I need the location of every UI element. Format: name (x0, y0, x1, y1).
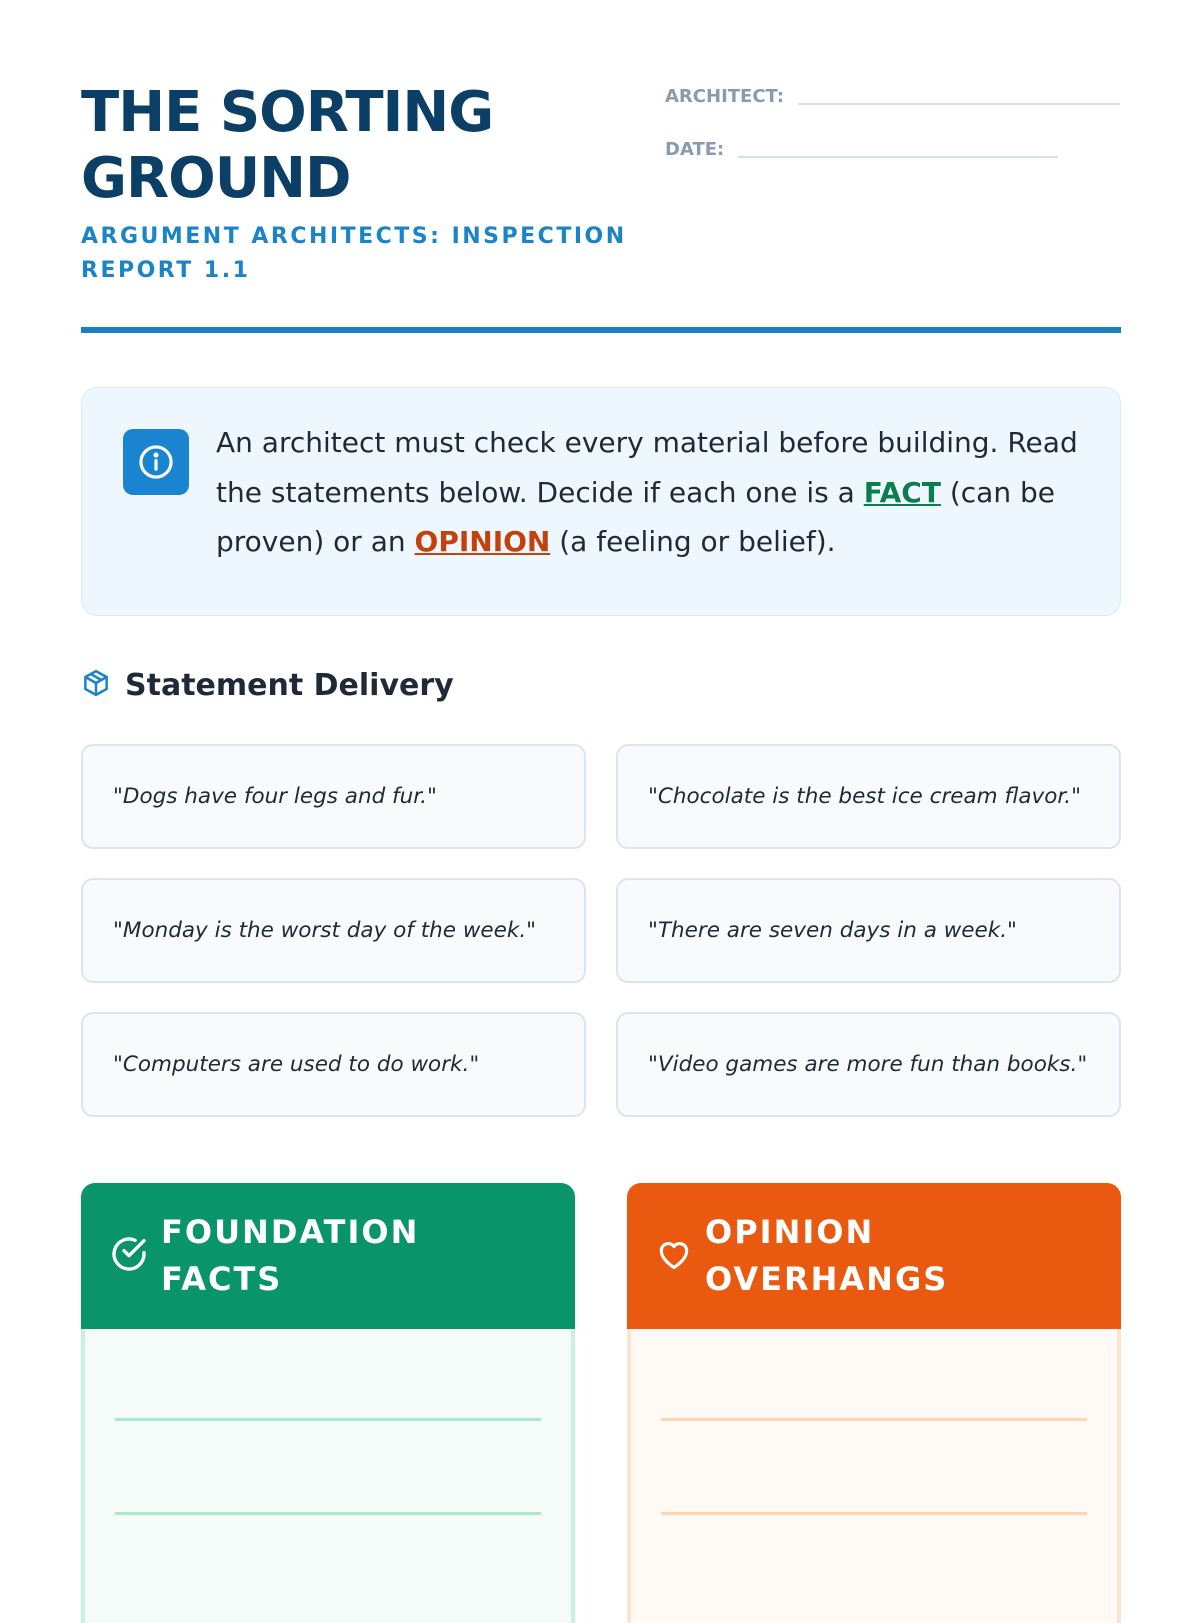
statement-card[interactable] (81, 878, 586, 983)
section-title: Statement Delivery (125, 668, 454, 703)
instructions-box (81, 387, 1121, 616)
architect-field (665, 86, 1120, 107)
fact-keyword: FACT (863, 475, 941, 509)
instructions-text (216, 418, 1096, 567)
statement-card[interactable] (616, 1012, 1121, 1117)
date-input-line[interactable] (738, 156, 1058, 158)
opinions-write-line[interactable] (661, 1418, 1087, 1421)
statement-text: "Chocolate is the best ice cream flavor." (648, 784, 1081, 809)
heart-icon (655, 1235, 693, 1278)
date-field (665, 139, 1058, 160)
architect-input-line[interactable] (798, 103, 1120, 105)
page-subtitle: ARGUMENT ARCHITECTS: INSPECTION REPORT 1.1 (81, 224, 627, 283)
date-label: DATE: (665, 139, 725, 160)
info-icon (123, 429, 189, 495)
facts-drop-zone[interactable] (81, 1329, 575, 1623)
statement-cards (81, 744, 1121, 1117)
box-icon (81, 668, 111, 703)
opinions-bin-title: OPINION OVERHANGS (705, 1213, 949, 1298)
instructions-part-2: (can be proven) or an (216, 475, 1055, 558)
opinion-keyword: OPINION (414, 525, 551, 558)
page-title: THE SORTING GROUND (81, 80, 494, 211)
check-circle-icon (109, 1234, 149, 1279)
opinions-bin-header (627, 1183, 1121, 1329)
statement-text: "Monday is the worst day of the week." (113, 918, 537, 943)
statement-card[interactable] (81, 744, 586, 849)
header-divider (81, 327, 1121, 333)
statement-text: "Computers are used to do work." (113, 1052, 480, 1077)
opinions-drop-zone[interactable] (627, 1329, 1121, 1623)
architect-label: ARCHITECT: (665, 86, 785, 107)
facts-write-line[interactable] (115, 1418, 541, 1421)
statement-text: "There are seven days in a week." (648, 918, 1017, 943)
statement-card[interactable] (81, 1012, 586, 1117)
instructions-part-3: (a feeling or belief). (550, 525, 836, 558)
instructions-part-1: An architect must check every material before building. Read the statements below. Decide if each one is a (216, 426, 1078, 509)
statement-text: "Dogs have four legs and fur." (113, 784, 437, 809)
statement-card[interactable] (616, 744, 1121, 849)
opinions-bin (627, 1183, 1121, 1623)
facts-bin-header (81, 1183, 575, 1329)
statement-text: "Video games are more fun than books." (648, 1052, 1088, 1077)
opinions-write-line[interactable] (661, 1512, 1087, 1515)
statement-delivery-heading (81, 668, 454, 703)
facts-bin (81, 1183, 575, 1623)
facts-write-line[interactable] (115, 1512, 541, 1515)
facts-bin-title: FOUNDATION FACTS (161, 1213, 420, 1298)
statement-card[interactable] (616, 878, 1121, 983)
